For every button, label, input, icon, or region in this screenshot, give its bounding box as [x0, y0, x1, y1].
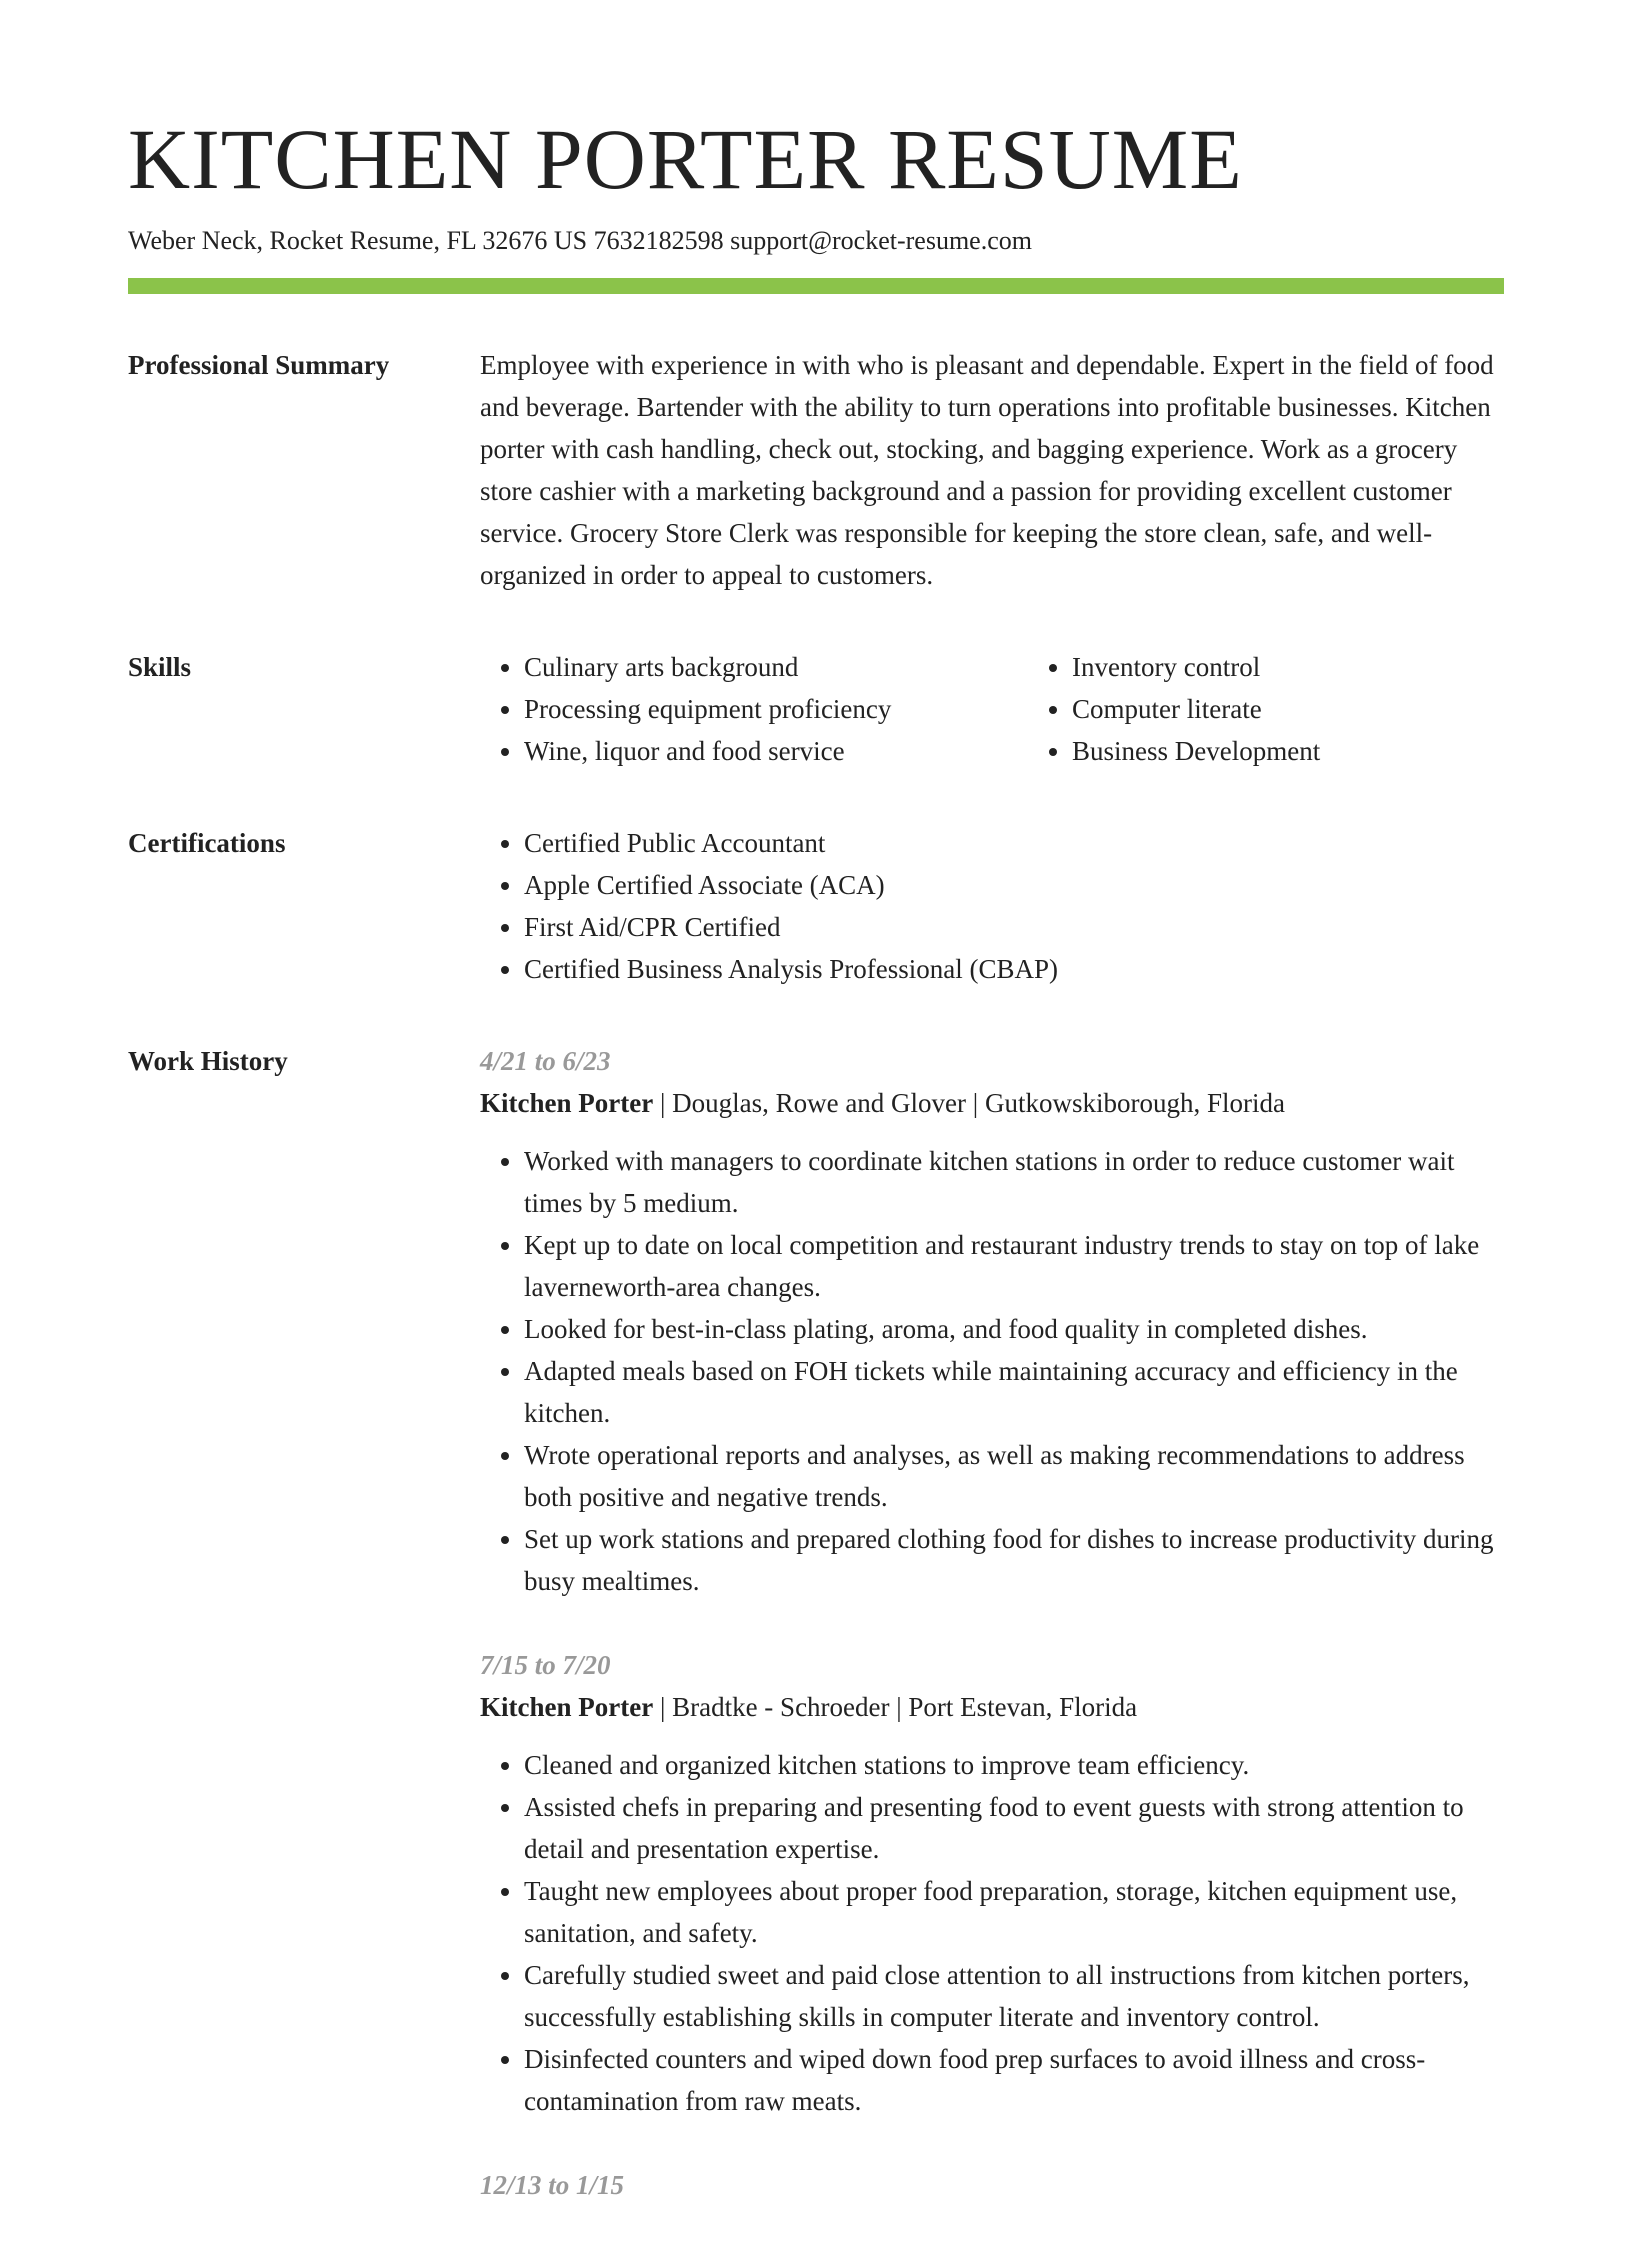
job-bullet: • Looked for best-in-class plating, aroma, and food quality in completed dishes.	[524, 1308, 1504, 1350]
certification-item: • Certified Public Accountant	[524, 822, 1504, 864]
summary-label: Professional Summary	[128, 350, 390, 380]
accent-divider	[128, 278, 1504, 294]
summary-section	[128, 344, 1504, 596]
resume-title: KITCHEN PORTER RESUME	[128, 111, 1243, 207]
certifications-section	[128, 822, 1504, 990]
job-bullet: • Disinfected counters and wiped down food prep surfaces to avoid illness and cross-contamination from raw meats.	[524, 2038, 1504, 2122]
job-bullet: • Taught new employees about proper food preparation, storage, kitchen equipment use, sanitation, and safety.	[524, 1870, 1504, 1954]
skills-list-right	[1028, 646, 1576, 772]
summary-text: Employee with experience in with who is pleasant and dependable. Expert in the field of food and beverage. Bartender with the ability to turn operations into profitable businesses. Kitchen porter with cash handling, check out, stocking, and bagging experience. Work as a grocery store cashier with a marketing background and a passion for providing excellent customer service. Grocery Store Clerk was responsible for keeping the store clean, safe, and well-organized in order to appeal to customers.	[480, 350, 1494, 590]
job-header	[480, 1082, 1504, 1124]
job-bullet: • Assisted chefs in preparing and presenting food to event guests with strong attention to detail and presentation expertise.	[524, 1786, 1504, 1870]
job-details: | Douglas, Rowe and Glover | Gutkowskiborough, Florida	[653, 1088, 1285, 1118]
job-dates: 4/21 to 6/23	[480, 1046, 611, 1076]
job-entry	[480, 2164, 1504, 2206]
work-history-label: Work History	[128, 1046, 288, 1076]
job-bullet: • Kept up to date on local competition and restaurant industry trends to stay on top of lake laverneworth-area changes.	[524, 1224, 1504, 1308]
job-bullets	[480, 1140, 1504, 1602]
certifications-label: Certifications	[128, 828, 286, 858]
certification-item: • Certified Business Analysis Professional (CBAP)	[524, 948, 1504, 990]
skill-item: • Culinary arts background	[524, 646, 1028, 688]
certifications-list	[480, 822, 1504, 990]
contact-line: Weber Neck, Rocket Resume, FL 32676 US 7632182598 support@rocket-resume.com	[128, 226, 1032, 255]
skill-item: • Computer literate	[1072, 688, 1576, 730]
certification-item: • Apple Certified Associate (ACA)	[524, 864, 1504, 906]
skill-item: • Inventory control	[1072, 646, 1576, 688]
job-bullets	[480, 1744, 1504, 2122]
job-title: Kitchen Porter	[480, 1088, 654, 1118]
skill-item: • Business Development	[1072, 730, 1576, 772]
job-bullet: • Carefully studied sweet and paid close attention to all instructions from kitchen porters, successfully establishing skills in computer literate and inventory control.	[524, 1954, 1504, 2038]
job-bullet: • Wrote operational reports and analyses, as well as making recommendations to address both positive and negative trends.	[524, 1434, 1504, 1518]
work-history-section	[128, 1040, 1504, 2248]
job-entry	[480, 1644, 1504, 2122]
job-dates: 7/15 to 7/20	[480, 1650, 611, 1680]
job-bullet: • Adapted meals based on FOH tickets while maintaining accuracy and efficiency in the kitchen.	[524, 1350, 1504, 1434]
certification-item: • First Aid/CPR Certified	[524, 906, 1504, 948]
skills-label: Skills	[128, 652, 192, 682]
job-bullet: • Worked with managers to coordinate kitchen stations in order to reduce customer wait times by 5 medium.	[524, 1140, 1504, 1224]
skill-item: • Wine, liquor and food service	[524, 730, 1028, 772]
skill-item: • Processing equipment proficiency	[524, 688, 1028, 730]
skills-section	[128, 646, 1504, 772]
job-bullet: • Cleaned and organized kitchen stations to improve team efficiency.	[524, 1744, 1504, 1786]
job-title: Kitchen Porter	[480, 1692, 654, 1722]
job-header	[480, 1686, 1504, 1728]
job-entry	[480, 1040, 1504, 1602]
job-details: | Bradtke - Schroeder | Port Estevan, Florida	[653, 1692, 1138, 1722]
skills-list-left	[480, 646, 1028, 772]
job-bullet: • Set up work stations and prepared clothing food for dishes to increase productivity during busy mealtimes.	[524, 1518, 1504, 1602]
job-dates: 12/13 to 1/15	[480, 2170, 625, 2200]
